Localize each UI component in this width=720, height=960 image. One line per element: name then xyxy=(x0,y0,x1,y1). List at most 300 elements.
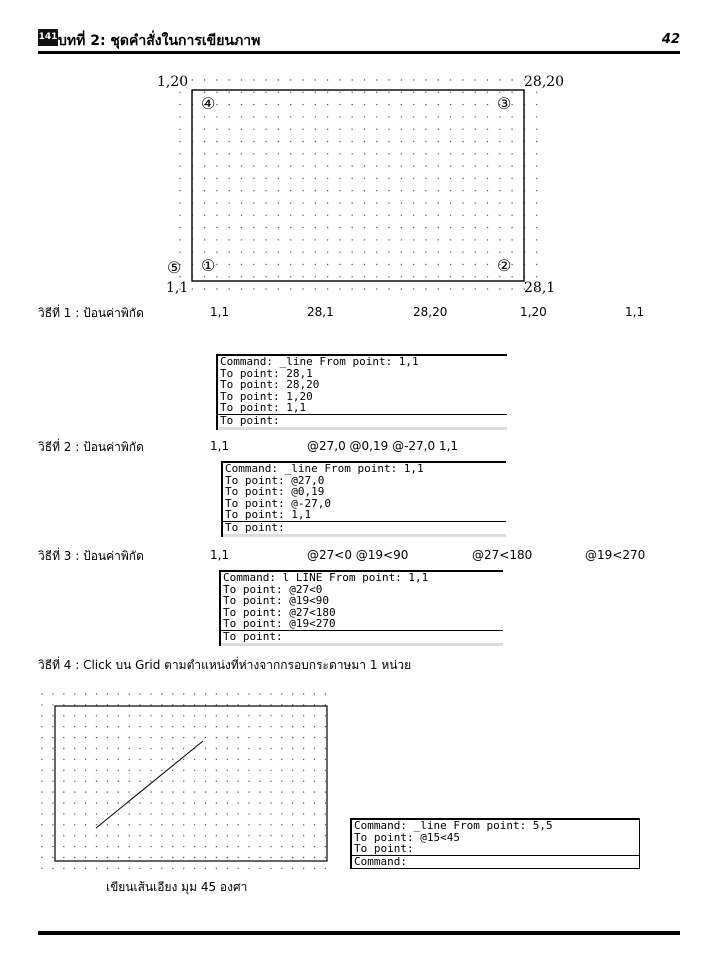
grid-dot xyxy=(107,693,108,694)
grid-dot xyxy=(41,781,42,782)
grid-dot xyxy=(118,846,119,847)
grid-dot xyxy=(315,165,316,166)
grid-dot xyxy=(401,276,402,277)
grid-dot xyxy=(85,791,86,792)
grid-dot xyxy=(265,202,266,203)
command-prompt[interactable]: To point: xyxy=(218,415,507,430)
grid-dot xyxy=(352,153,353,154)
diagonal-line-45deg xyxy=(96,741,203,828)
grid-dot xyxy=(241,92,242,93)
grid-dot xyxy=(325,759,326,760)
grid-dot xyxy=(248,693,249,694)
grid-dot xyxy=(401,79,402,80)
grid-dot xyxy=(364,79,365,80)
grid-dot xyxy=(327,79,328,80)
grid-dot xyxy=(315,92,316,93)
grid-dot xyxy=(118,759,119,760)
grid-dot xyxy=(229,178,230,179)
corner-label-top-left: 1,20 xyxy=(157,74,189,90)
grid-dot xyxy=(281,857,282,858)
grid-dot xyxy=(107,770,108,771)
command-line: To point: 1,1 xyxy=(223,509,506,522)
grid-dot xyxy=(150,802,151,803)
grid-dot xyxy=(216,791,217,792)
grid-dot xyxy=(238,770,239,771)
grid-dot xyxy=(303,759,304,760)
grid-dot xyxy=(172,726,173,727)
grid-dot xyxy=(352,92,353,93)
grid-dot xyxy=(139,802,140,803)
grid-dot xyxy=(339,178,340,179)
grid-dot xyxy=(536,252,537,253)
grid-dot xyxy=(425,178,426,179)
grid-dot xyxy=(183,770,184,771)
grid-dot xyxy=(253,165,254,166)
grid-dot xyxy=(259,824,260,825)
grid-dot xyxy=(41,868,42,869)
grid-dot xyxy=(425,252,426,253)
grid-dot xyxy=(325,857,326,858)
grid-dot xyxy=(85,857,86,858)
grid-dot xyxy=(194,824,195,825)
grid-dot xyxy=(511,252,512,253)
grid-dot xyxy=(475,288,476,289)
grid-dot xyxy=(194,737,195,738)
grid-dot xyxy=(259,704,260,705)
grid-dot xyxy=(41,715,42,716)
grid-dot xyxy=(253,264,254,265)
grid-dot xyxy=(475,264,476,265)
grid-dot xyxy=(302,116,303,117)
grid-dot xyxy=(259,759,260,760)
grid-dot xyxy=(216,748,217,749)
grid-dot xyxy=(413,264,414,265)
grid-dot xyxy=(290,92,291,93)
grid-dot xyxy=(401,153,402,154)
grid-dot xyxy=(183,813,184,814)
grid-dot xyxy=(74,781,75,782)
method-1-value: 1,1 xyxy=(625,305,645,319)
grid-dot xyxy=(183,737,184,738)
grid-dot xyxy=(376,276,377,277)
grid-dot xyxy=(303,802,304,803)
grid-dot xyxy=(139,868,140,869)
grid-dot xyxy=(325,704,326,705)
grid-dot xyxy=(118,715,119,716)
grid-dot xyxy=(129,748,130,749)
grid-dot xyxy=(85,715,86,716)
grid-dot xyxy=(290,276,291,277)
grid-dot xyxy=(487,288,488,289)
grid-dot xyxy=(265,288,266,289)
grid-dot xyxy=(536,202,537,203)
method-3-label: วิธีที่ 3 : ป้อนค่าพิกัด xyxy=(38,549,144,563)
grid-dot xyxy=(227,770,228,771)
grid-dot xyxy=(339,104,340,105)
grid-dot xyxy=(227,835,228,836)
grid-dot xyxy=(96,835,97,836)
grid-dot xyxy=(248,868,249,869)
grid-dot xyxy=(438,239,439,240)
grid-dot xyxy=(487,141,488,142)
grid-dot xyxy=(205,802,206,803)
grid-dot xyxy=(63,802,64,803)
grid-dot xyxy=(487,202,488,203)
grid-dot xyxy=(139,737,140,738)
grid-dot xyxy=(241,79,242,80)
grid-dot xyxy=(292,824,293,825)
grid-dot xyxy=(325,770,326,771)
grid-dot xyxy=(499,129,500,130)
grid-dot xyxy=(314,770,315,771)
grid-dot xyxy=(265,215,266,216)
grid-dot xyxy=(462,141,463,142)
grid-dot xyxy=(339,165,340,166)
grid-dot xyxy=(388,129,389,130)
page-number: 42 xyxy=(661,32,680,47)
grid-dot xyxy=(376,116,377,117)
command-prompt[interactable]: To point: xyxy=(221,631,503,646)
grid-dot xyxy=(376,104,377,105)
grid-dot xyxy=(388,227,389,228)
method-4-label: วิธีที่ 4 : Click บน Grid ตามตำแหน่งที่ห่างจากกรอบกระดาษมา 1 หน่วย xyxy=(38,658,412,672)
grid-dot xyxy=(281,693,282,694)
grid-dot xyxy=(290,165,291,166)
command-line: To point: 28,1 xyxy=(220,366,313,380)
grid-dot xyxy=(259,693,260,694)
grid-dot xyxy=(511,92,512,93)
grid-dot xyxy=(352,165,353,166)
grid-dot xyxy=(438,141,439,142)
grid-dot xyxy=(179,141,180,142)
grid-dot xyxy=(339,239,340,240)
grid-dot xyxy=(314,704,315,705)
grid-dot xyxy=(290,264,291,265)
grid-dot xyxy=(303,726,304,727)
grid-dot xyxy=(179,129,180,130)
grid-dot xyxy=(376,288,377,289)
grid-dot xyxy=(172,846,173,847)
grid-dot xyxy=(205,748,206,749)
grid-dot xyxy=(278,141,279,142)
grid-dot xyxy=(281,802,282,803)
grid-dot xyxy=(511,178,512,179)
grid-dot xyxy=(253,190,254,191)
grid-dot xyxy=(401,165,402,166)
grid-dot xyxy=(216,129,217,130)
grid-dot xyxy=(475,178,476,179)
command-line: To point: 1,1 xyxy=(218,402,507,415)
grid-dot xyxy=(63,748,64,749)
grid-dot xyxy=(74,824,75,825)
grid-dot xyxy=(462,215,463,216)
grid-dot xyxy=(401,104,402,105)
grid-dot xyxy=(74,715,75,716)
grid-dot xyxy=(161,846,162,847)
grid-dot xyxy=(205,770,206,771)
grid-dot xyxy=(259,835,260,836)
grid-dot xyxy=(139,813,140,814)
grid-dot xyxy=(314,835,315,836)
grid-dot xyxy=(425,215,426,216)
grid-dot xyxy=(183,846,184,847)
grid-dot xyxy=(376,129,377,130)
grid-dot xyxy=(536,116,537,117)
grid-dot xyxy=(248,770,249,771)
grid-dot xyxy=(314,857,315,858)
grid-dot xyxy=(303,704,304,705)
grid-dot xyxy=(376,92,377,93)
grid-dot xyxy=(216,868,217,869)
grid-dot xyxy=(315,141,316,142)
grid-dot xyxy=(425,288,426,289)
grid-dot xyxy=(216,726,217,727)
grid-dot xyxy=(450,276,451,277)
grid-dot xyxy=(63,759,64,760)
grid-dot xyxy=(204,215,205,216)
grid-dot xyxy=(327,165,328,166)
grid-dot xyxy=(315,129,316,130)
grid-dot xyxy=(281,748,282,749)
grid-dot xyxy=(74,726,75,727)
grid-dot xyxy=(425,129,426,130)
grid-dot xyxy=(204,129,205,130)
grid-dot xyxy=(172,802,173,803)
grid-dot xyxy=(290,153,291,154)
grid-dot xyxy=(376,252,377,253)
grid-dot xyxy=(107,791,108,792)
grid-dot xyxy=(85,781,86,782)
grid-dot xyxy=(450,190,451,191)
grid-dot xyxy=(511,202,512,203)
grid-dot xyxy=(241,288,242,289)
grid-dot xyxy=(248,726,249,727)
grid-dot xyxy=(278,153,279,154)
grid-dot xyxy=(315,276,316,277)
grid-dot xyxy=(462,202,463,203)
grid-dot xyxy=(292,781,293,782)
grid-dot xyxy=(194,759,195,760)
grid-dot xyxy=(292,737,293,738)
grid-dot xyxy=(229,252,230,253)
grid-dot xyxy=(107,748,108,749)
grid-dot xyxy=(118,781,119,782)
grid-dot xyxy=(270,770,271,771)
grid-dot xyxy=(314,824,315,825)
grid-dot xyxy=(413,239,414,240)
grid-dot xyxy=(314,781,315,782)
grid-dot xyxy=(281,824,282,825)
grid-dot xyxy=(150,846,151,847)
grid-dot xyxy=(41,759,42,760)
grid-dot xyxy=(413,79,414,80)
grid-dot xyxy=(487,239,488,240)
grid-dot xyxy=(253,104,254,105)
grid-dot xyxy=(192,288,193,289)
command-prompt[interactable]: To point: xyxy=(223,522,506,537)
grid-dot xyxy=(450,288,451,289)
grid-dot xyxy=(194,802,195,803)
grid-dot xyxy=(41,748,42,749)
grid-dot xyxy=(401,227,402,228)
grid-dot xyxy=(85,693,86,694)
command-line: To point: @19<90 xyxy=(223,594,329,608)
grid-dot xyxy=(96,824,97,825)
grid-dot xyxy=(183,781,184,782)
grid-dot xyxy=(253,227,254,228)
grid-dot xyxy=(475,215,476,216)
grid-dot xyxy=(183,748,184,749)
grid-dot xyxy=(229,116,230,117)
grid-dot xyxy=(229,202,230,203)
grid-dot xyxy=(325,791,326,792)
grid-dot xyxy=(487,104,488,105)
grid-dot xyxy=(292,704,293,705)
grid-dot xyxy=(314,791,315,792)
grid-dot xyxy=(290,178,291,179)
grid-dot xyxy=(290,116,291,117)
grid-dot xyxy=(139,846,140,847)
grid-dot xyxy=(205,846,206,847)
grid-dot xyxy=(270,748,271,749)
grid-dot xyxy=(438,252,439,253)
grid-dot xyxy=(278,165,279,166)
grid-dot xyxy=(227,726,228,727)
grid-dot xyxy=(259,857,260,858)
grid-dot xyxy=(85,759,86,760)
grid-dot xyxy=(205,726,206,727)
grid-dot xyxy=(303,748,304,749)
command-prompt[interactable]: Command: xyxy=(354,854,407,868)
grid-dot xyxy=(129,857,130,858)
grid-dot xyxy=(216,770,217,771)
grid-dot xyxy=(388,239,389,240)
grid-dot xyxy=(241,227,242,228)
grid-dot xyxy=(487,215,488,216)
grid-dot xyxy=(278,239,279,240)
grid-dot xyxy=(96,737,97,738)
grid-dot xyxy=(462,264,463,265)
grid-dot xyxy=(281,791,282,792)
grid-dot xyxy=(216,178,217,179)
grid-dot xyxy=(475,252,476,253)
grid-dot xyxy=(107,857,108,858)
grid-dot xyxy=(183,704,184,705)
grid-dot xyxy=(265,141,266,142)
grid-dot xyxy=(194,704,195,705)
grid-dot xyxy=(107,737,108,738)
grid-dot xyxy=(161,813,162,814)
grid-dot xyxy=(63,791,64,792)
grid-dot xyxy=(438,202,439,203)
grid-dot xyxy=(248,802,249,803)
grid-dot xyxy=(462,92,463,93)
grid-dot xyxy=(253,129,254,130)
grid-dot xyxy=(499,276,500,277)
grid-dot xyxy=(292,857,293,858)
grid-dot xyxy=(227,846,228,847)
grid-dot xyxy=(450,264,451,265)
grid-dot xyxy=(129,715,130,716)
grid-dot xyxy=(161,868,162,869)
grid-dot xyxy=(339,79,340,80)
grid-dot xyxy=(227,704,228,705)
grid-dot xyxy=(253,276,254,277)
grid-dot xyxy=(314,868,315,869)
grid-dot xyxy=(278,129,279,130)
grid-dot xyxy=(107,715,108,716)
grid-dot xyxy=(183,802,184,803)
grid-dot xyxy=(281,846,282,847)
grid-dot xyxy=(216,92,217,93)
grid-dot xyxy=(462,153,463,154)
grid-dot xyxy=(352,116,353,117)
grid-dot xyxy=(253,252,254,253)
grid-dot xyxy=(229,92,230,93)
grid-dot xyxy=(52,693,53,694)
grid-dot xyxy=(118,791,119,792)
grid-dot xyxy=(241,276,242,277)
grid-dot xyxy=(216,264,217,265)
grid-dot xyxy=(183,726,184,727)
paper-boundary xyxy=(55,706,327,861)
grid-dot xyxy=(107,704,108,705)
grid-dot xyxy=(536,92,537,93)
grid-dot xyxy=(96,781,97,782)
grid-dot xyxy=(204,288,205,289)
grid-dot xyxy=(388,276,389,277)
command-line: To point: @27<180 xyxy=(223,605,336,619)
grid-dot xyxy=(265,190,266,191)
grid-dot xyxy=(315,79,316,80)
grid-dot xyxy=(74,693,75,694)
grid-dot xyxy=(401,116,402,117)
grid-dot xyxy=(248,759,249,760)
grid-dot xyxy=(216,813,217,814)
grid-dot xyxy=(388,215,389,216)
grid-dot xyxy=(183,759,184,760)
grid-dot xyxy=(376,190,377,191)
grid-dot xyxy=(204,202,205,203)
grid-dot xyxy=(118,857,119,858)
grid-dot xyxy=(179,202,180,203)
grid-dot xyxy=(265,276,266,277)
grid-dot xyxy=(462,129,463,130)
grid-dot xyxy=(161,693,162,694)
grid-dot xyxy=(314,737,315,738)
grid-dot xyxy=(278,92,279,93)
grid-dot xyxy=(216,288,217,289)
grid-dot xyxy=(290,252,291,253)
grid-dot xyxy=(63,737,64,738)
grid-dot xyxy=(364,215,365,216)
grid-dot xyxy=(325,846,326,847)
grid-dot xyxy=(194,835,195,836)
grid-dot xyxy=(150,704,151,705)
method-3-value: @19<270 xyxy=(585,548,646,562)
grid-dot xyxy=(41,857,42,858)
grid-dot xyxy=(302,129,303,130)
grid-dot xyxy=(259,846,260,847)
grid-dot xyxy=(327,153,328,154)
grid-dot xyxy=(352,178,353,179)
grid-dot xyxy=(278,215,279,216)
grid-dot xyxy=(462,165,463,166)
grid-dot xyxy=(63,835,64,836)
grid-dot xyxy=(238,846,239,847)
grid-dot xyxy=(315,264,316,265)
grid-dot xyxy=(302,79,303,80)
